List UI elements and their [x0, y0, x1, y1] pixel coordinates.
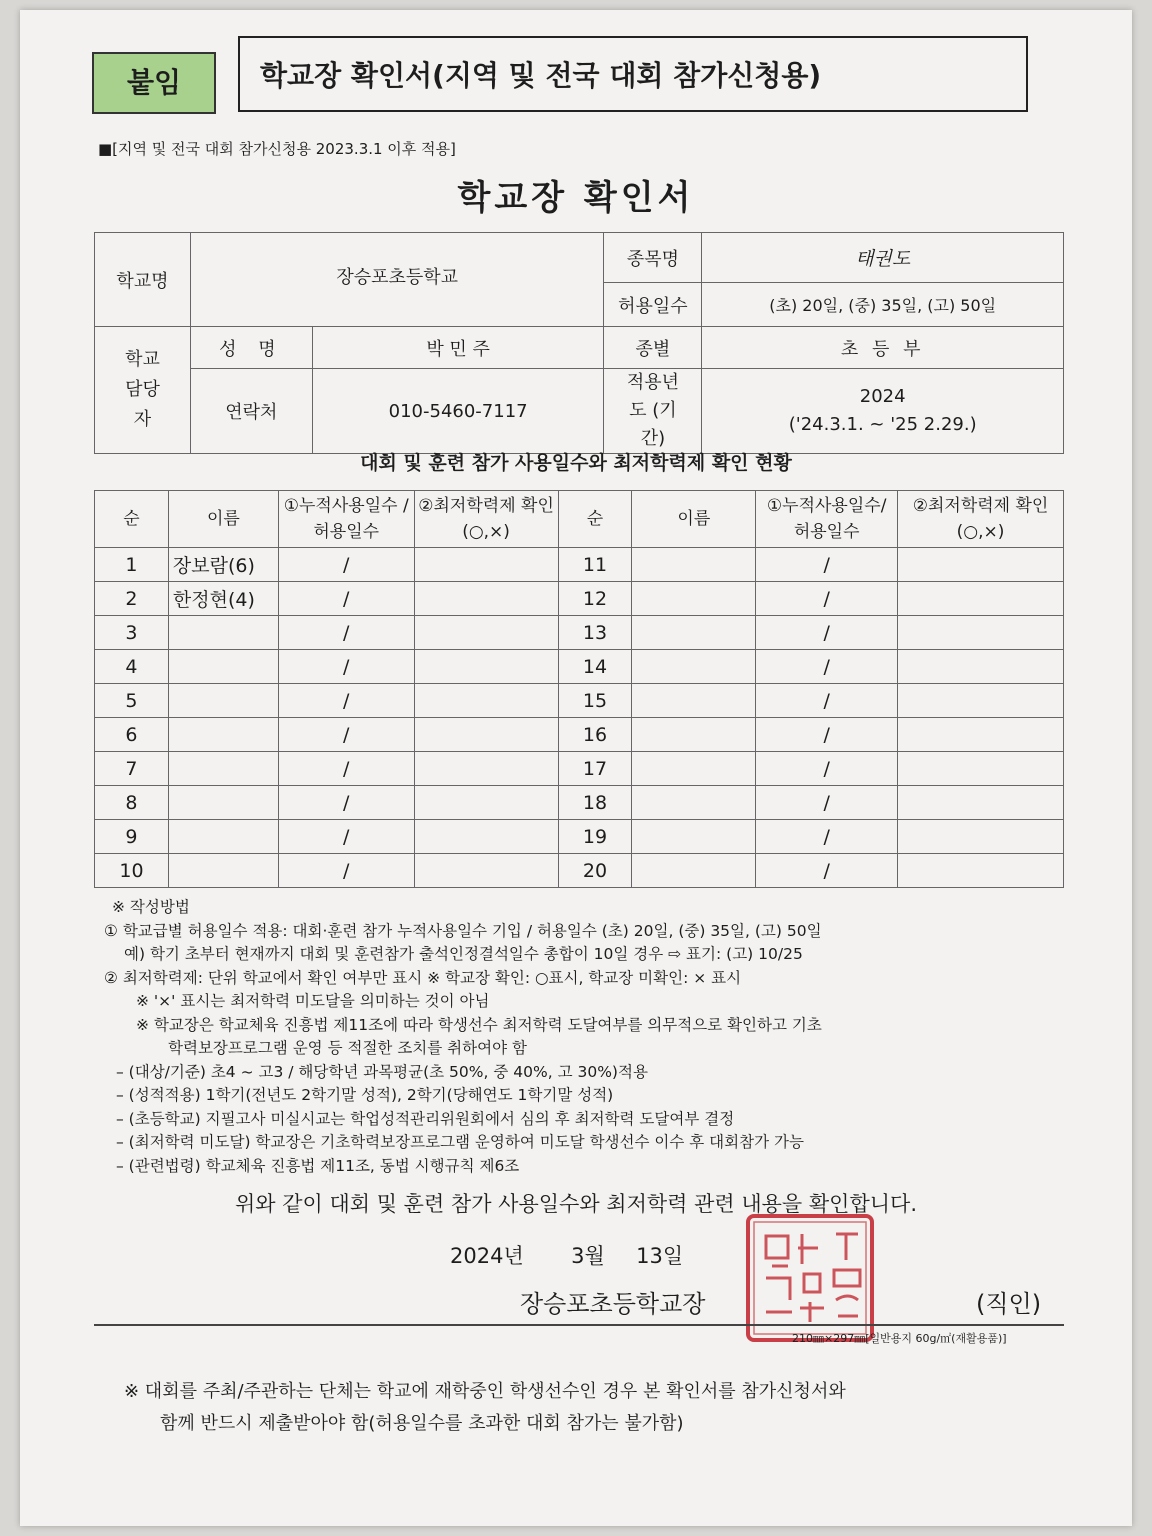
days-cell: / [278, 548, 414, 582]
check-cell-right [898, 752, 1064, 786]
table-row [95, 820, 1064, 854]
col-no-right: 순 [558, 491, 632, 548]
check-cell [414, 548, 558, 582]
check-cell [414, 684, 558, 718]
student-name [168, 820, 278, 854]
principal-signature: 장승포초등학교장 [520, 1290, 706, 1318]
col-days: ①누적사용일수 /허용일수 [278, 491, 414, 548]
col-days-right: ①누적사용일수/ 허용일수 [756, 491, 898, 548]
table-row [95, 650, 1064, 684]
table-row [95, 752, 1064, 786]
student-name-right [632, 650, 756, 684]
note-line: ※ 학교장은 학교체육 진흥법 제11조에 따라 학생선수 최저학력 도달여부를 의무적으로 확인하고 기초 [136, 1015, 822, 1034]
row-no-right: 13 [558, 616, 632, 650]
footnote-line: ※ 대회를 주최/주관하는 단체는 학교에 재학중인 학생선수인 경우 본 확인서를 참가신청서와 [124, 1381, 846, 1402]
note-line: – (초등학교) 지필고사 미실시교는 학업성적관리위원회에서 심의 후 최저학력 도달여부 결정 [116, 1109, 735, 1128]
days-cell: / [278, 650, 414, 684]
student-name [168, 650, 278, 684]
confirmation-text: 위와 같이 대회 및 훈련 참가 사용일수와 최저학력 관련 내용을 확인합니다. [234, 1192, 917, 1216]
header-title: 학교장 확인서(지역 및 전국 대회 참가신청용) [238, 36, 1028, 112]
days-cell-right: / [756, 752, 898, 786]
sport-label: 종목명 [604, 233, 702, 283]
check-cell [414, 616, 558, 650]
days-cell-right: / [756, 786, 898, 820]
row-no-right: 12 [558, 582, 632, 616]
check-cell-right [898, 820, 1064, 854]
col-name: 이름 [168, 491, 278, 548]
row-no: 7 [95, 752, 169, 786]
days-cell-right: / [756, 548, 898, 582]
days-cell: / [278, 786, 414, 820]
date-year: 2024년 [450, 1244, 524, 1268]
col-no: 순 [95, 491, 169, 548]
row-no: 1 [95, 548, 169, 582]
name-label: 성 명 [190, 327, 312, 369]
days-cell-right: / [756, 820, 898, 854]
section-title: 대회 및 훈련 참가 사용일수와 최저학력제 확인 현황 [360, 452, 792, 474]
check-cell [414, 786, 558, 820]
row-no-right: 11 [558, 548, 632, 582]
division-value: 초 등 부 [702, 327, 1064, 369]
table-row [95, 684, 1064, 718]
check-cell [414, 718, 558, 752]
year-cell [702, 369, 1064, 454]
days-cell: / [278, 582, 414, 616]
check-cell [414, 854, 558, 888]
note-line: 예) 학기 초부터 현재까지 대회 및 훈련참가 출석인정결석일수 총합이 10일 경우 ⇨ 표기: (고) 10/25 [124, 945, 803, 963]
footnote-line: 함께 반드시 제출받아야 함(허용일수를 초과한 대회 참가는 불가함) [160, 1413, 684, 1434]
note-line: – (성적적용) 1학기(전년도 2학기말 성적), 2학기(당해연도 1학기말 성적) [116, 1086, 614, 1104]
days-cell-right: / [756, 650, 898, 684]
days-cell-right: / [756, 718, 898, 752]
contact-value: 010-5460-7117 [312, 369, 604, 454]
days-cell-right: / [756, 616, 898, 650]
row-no-right: 16 [558, 718, 632, 752]
table-row [95, 854, 1064, 888]
check-cell-right [898, 684, 1064, 718]
period-value: ('24.3.1. ~ '25 2.29.) [788, 414, 977, 435]
col-check: ②최저학력제 확인(○,×) [414, 491, 558, 548]
row-no-right: 17 [558, 752, 632, 786]
check-cell [414, 582, 558, 616]
status-table [94, 490, 1064, 888]
student-name [168, 786, 278, 820]
note-line: ① 학교급별 허용일수 적용: 대회·훈련 참가 누적사용일수 기입 / 허용일수 (초) 20일, (중) 35일, (고) 50일 [104, 921, 822, 940]
school-label: 학교명 [95, 233, 191, 327]
days-cell: / [278, 616, 414, 650]
table-row [95, 548, 1064, 582]
row-no-right: 19 [558, 820, 632, 854]
school-value: 장승포초등학교 [190, 233, 604, 327]
division-label: 종별 [604, 327, 702, 369]
sport-value: 태권도 [702, 233, 1064, 283]
student-name [168, 616, 278, 650]
note-line: 학력보장프로그램 운영 등 적절한 조치를 취하여야 함 [168, 1039, 527, 1057]
year-label: 적용년도 (기간) [604, 369, 702, 454]
days-cell: / [278, 820, 414, 854]
row-no-right: 20 [558, 854, 632, 888]
student-name-right [632, 752, 756, 786]
col-name-right: 이름 [632, 491, 756, 548]
check-cell-right [898, 582, 1064, 616]
student-name-right [632, 854, 756, 888]
check-cell [414, 820, 558, 854]
days-cell-right: / [756, 582, 898, 616]
note-line: – (대상/기준) 초4 ~ 고3 / 해당학년 과목평균(초 50%, 중 40%, 고 30%)적용 [116, 1062, 648, 1081]
student-name-right [632, 684, 756, 718]
table-row [95, 718, 1064, 752]
issue-date [450, 1240, 683, 1270]
row-no: 10 [95, 854, 169, 888]
row-no: 8 [95, 786, 169, 820]
paper-spec: 210㎜×297㎜[일반용지 60g/㎡(재활용품)] [792, 1332, 1007, 1345]
manager-label: 학교 담당자 [95, 327, 191, 454]
allowed-days-value: (초) 20일, (중) 35일, (고) 50일 [702, 283, 1064, 327]
check-cell-right [898, 854, 1064, 888]
check-cell-right [898, 718, 1064, 752]
date-day: 13일 [636, 1244, 684, 1268]
official-seal-label: (직인) [976, 1290, 1042, 1318]
table-row [95, 786, 1064, 820]
check-cell-right [898, 786, 1064, 820]
check-cell-right [898, 616, 1064, 650]
row-no: 2 [95, 582, 169, 616]
row-no-right: 15 [558, 684, 632, 718]
info-table [94, 232, 1064, 454]
row-no: 4 [95, 650, 169, 684]
row-no: 5 [95, 684, 169, 718]
table-row [95, 616, 1064, 650]
student-name [168, 854, 278, 888]
check-cell [414, 650, 558, 684]
row-no: 3 [95, 616, 169, 650]
row-no-right: 14 [558, 650, 632, 684]
table-header-row [95, 491, 1064, 548]
row-no: 6 [95, 718, 169, 752]
student-name-right [632, 820, 756, 854]
page-title: 학교장 확인서 [457, 178, 695, 218]
attachment-tag: 붙임 [92, 52, 216, 114]
student-name-right [632, 786, 756, 820]
col-check-right: ②최저학력제 확인(○,×) [898, 491, 1064, 548]
days-cell: / [278, 718, 414, 752]
check-cell [414, 752, 558, 786]
days-cell: / [278, 854, 414, 888]
check-cell-right [898, 548, 1064, 582]
note-line: ※ '×' 표시는 최저학력 미도달을 의미하는 것이 아님 [136, 992, 490, 1010]
days-cell: / [278, 684, 414, 718]
footnote [124, 1376, 1064, 1440]
student-name-right [632, 548, 756, 582]
applicable-note: ■[지역 및 전국 대회 참가신청용 2023.3.1 이후 적용] [98, 140, 456, 158]
note-line: – (최저학력 미도달) 학교장은 기초학력보장프로그램 운영하여 미도달 학생선수 이수 후 대회참가 가능 [116, 1133, 804, 1151]
days-cell: / [278, 752, 414, 786]
name-value: 박 민 주 [312, 327, 604, 369]
divider [94, 1324, 1064, 1326]
student-name-right [632, 582, 756, 616]
table-row [95, 582, 1064, 616]
row-no-right: 18 [558, 786, 632, 820]
student-name: 한정현(4) [168, 582, 278, 616]
date-month: 3월 [571, 1244, 605, 1268]
contact-label: 연락처 [190, 369, 312, 454]
check-cell-right [898, 650, 1064, 684]
instructions [104, 896, 1072, 1178]
note-line: ② 최저학력제: 단위 학교에서 확인 여부만 표시 ※ 학교장 확인: ○표시, 학교장 미확인: × 표시 [104, 968, 742, 987]
row-no: 9 [95, 820, 169, 854]
student-name: 장보람(6) [168, 548, 278, 582]
student-name [168, 684, 278, 718]
student-name-right [632, 718, 756, 752]
student-name [168, 718, 278, 752]
days-cell-right: / [756, 854, 898, 888]
note-line: – (관련법령) 학교체육 진흥법 제11조, 동법 시행규칙 제6조 [116, 1156, 520, 1175]
note-line: ※ 작성방법 [112, 898, 190, 916]
year-value: 2024 [859, 386, 906, 407]
allowed-days-label: 허용일수 [604, 283, 702, 327]
student-name-right [632, 616, 756, 650]
days-cell-right: / [756, 684, 898, 718]
student-name [168, 752, 278, 786]
